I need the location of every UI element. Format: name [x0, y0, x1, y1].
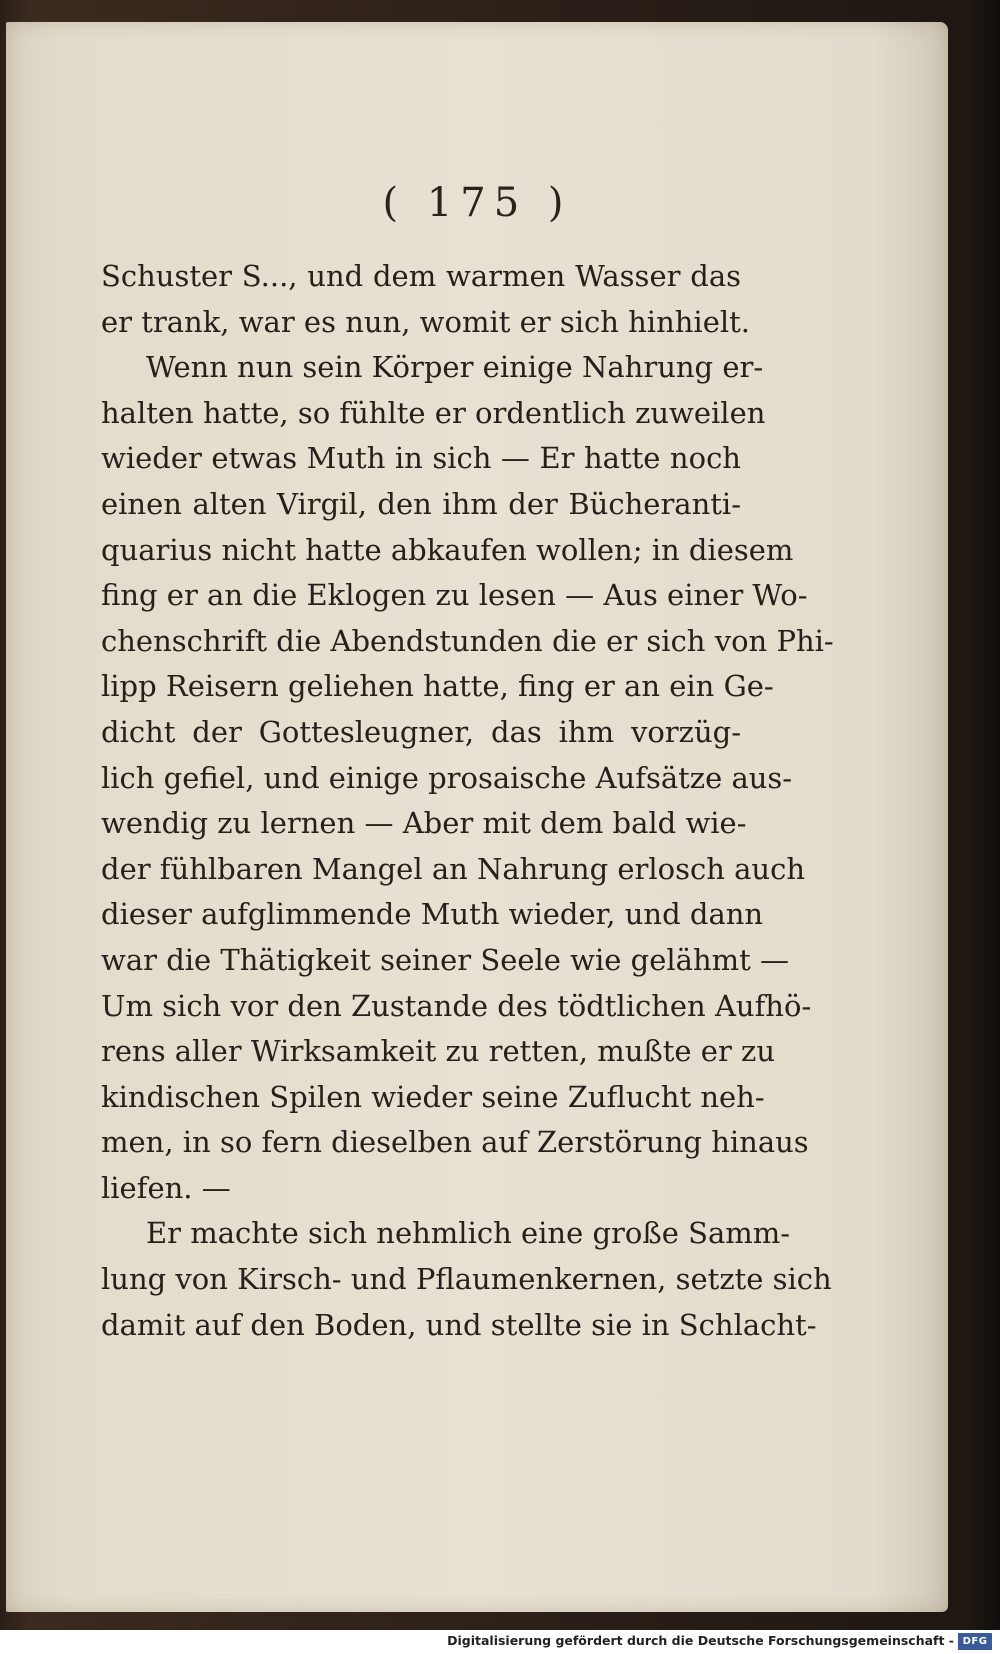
page-text — [101, 254, 834, 1348]
text-line: er trank, war es nun, womit er sich hinhielt. — [101, 304, 751, 339]
text-line: halten hatte, so fühlte er ordentlich zuweilen — [101, 395, 766, 430]
text-line: der fühlbaren Mangel an Nahrung erlosch auch — [101, 851, 806, 886]
text-line: lipp Reisern geliehen hatte, fing er an ein Ge- — [101, 669, 774, 704]
book-page — [6, 22, 948, 1612]
text-line: Schuster S..., und dem warmen Wasser das — [101, 259, 741, 293]
text-line: war die Thätigkeit seiner Seele wie gelähmt — — [101, 942, 789, 977]
page-number: ( 175 ) — [382, 180, 572, 226]
text-line: men, in so fern dieselben auf Zerstörung hinaus — [101, 1125, 809, 1160]
text-line: Wenn nun sein Körper einige Nahrung er- — [146, 350, 764, 385]
funding-credit: Digitalisierung gefördert durch die Deutsche Forschungsgemeinschaft - — [447, 1633, 954, 1648]
digitization-footer — [0, 1630, 1000, 1654]
text-line: fing er an die Eklogen zu lesen — Aus einer Wo- — [101, 578, 808, 613]
text-line: kindischen Spilen wieder seine Zuflucht neh- — [101, 1079, 765, 1114]
text-line: einen alten Virgil, den ihm der Bücheranti- — [101, 486, 741, 521]
text-line: rens aller Wirksamkeit zu retten, mußte er zu — [101, 1034, 776, 1069]
text-line: dieser aufglimmende Muth wieder, und dann — [101, 897, 764, 932]
text-line: liefen. — — [101, 1170, 231, 1205]
text-line: dicht der Gottesleugner, das ihm vorzüg- — [101, 714, 741, 749]
text-line: chenschrift die Abendstunden die er sich von Phi- — [101, 623, 834, 658]
text-line: lung von Kirsch- und Pflaumenkernen, setzte sich — [101, 1262, 832, 1297]
text-line: Um sich vor den Zustande des tödtlichen Aufhö- — [101, 988, 812, 1023]
text-line: wendig zu lernen — Aber mit dem bald wie- — [101, 806, 747, 841]
text-line: quarius nicht hatte abkaufen wollen; in diesem — [101, 532, 794, 567]
dfg-logo-icon: DFG — [958, 1633, 992, 1650]
text-line: Er machte sich nehmlich eine große Samm- — [146, 1216, 791, 1251]
text-line: damit auf den Boden, und stellte sie in Schlacht- — [101, 1307, 817, 1342]
text-line: lich gefiel, und einige prosaische Aufsätze aus- — [101, 760, 793, 795]
text-line: wieder etwas Muth in sich — Er hatte noch — [101, 441, 741, 476]
